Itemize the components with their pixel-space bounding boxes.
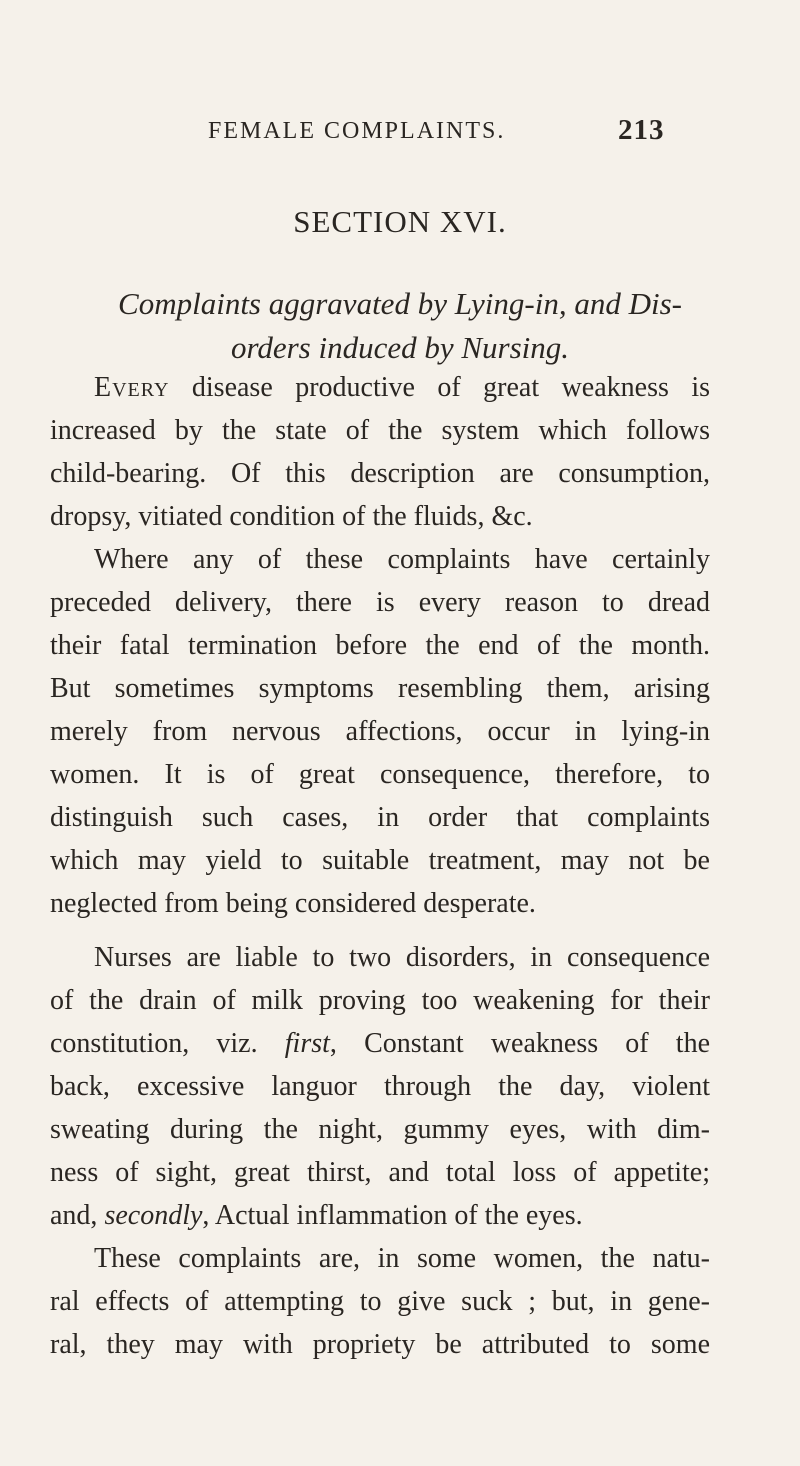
page-number: 213 [618, 114, 665, 146]
paragraph-line: which may yield to suitable treatment, may not be [50, 845, 710, 876]
paragraph-line: of the drain of milk proving too weakening for their [50, 985, 710, 1016]
paragraph-line: But sometimes symptoms resembling them, arising [50, 673, 710, 704]
emphasis-first: first [284, 1028, 330, 1059]
subtitle-line: orders induced by Nursing. [230, 330, 570, 365]
paragraph-line: These complaints are, in some women, the natu- [94, 1243, 710, 1274]
section-title: SECTION XVI. [293, 204, 507, 239]
paragraph-line: Nurses are liable to two disorders, in consequence [94, 942, 710, 973]
paragraph-line: ness of sight, great thirst, and total loss of appetite; [50, 1157, 710, 1188]
paragraph-2 [50, 936, 710, 1366]
paragraph-line: distinguish such cases, in order that complaints [50, 802, 710, 833]
paragraph-line: child-bearing. Of this description are consumption, [50, 458, 710, 489]
section-subtitle [0, 282, 800, 370]
paragraph-line: neglected from being considered desperate. [50, 888, 536, 919]
drop-word: Every [94, 372, 170, 403]
paragraph-line: preceded delivery, there is every reason to dread [50, 587, 710, 618]
paragraph-line: merely from nervous affections, occur in lying-in [50, 716, 710, 747]
paragraph-line: and, secondly, Actual inflammation of the eyes. [50, 1200, 583, 1231]
paragraph-line: ral effects of attempting to give suck ; but, in gene- [50, 1286, 710, 1317]
subtitle-line: Complaints aggravated by Lying-in, and Dis- [118, 286, 682, 321]
paragraph-line: constitution, viz. first, Constant weakness of the [50, 1028, 710, 1059]
paragraph-line: Every disease productive of great weakness is [94, 372, 710, 403]
paragraph-1 [50, 366, 710, 925]
emphasis-secondly: secondly [104, 1200, 203, 1231]
paragraph-line: women. It is of great consequence, therefore, to [50, 759, 710, 790]
paragraph-line: Where any of these complaints have certainly [94, 544, 710, 575]
paragraph-line: increased by the state of the system which follows [50, 415, 710, 446]
paragraph-line: sweating during the night, gummy eyes, with dim- [50, 1114, 710, 1145]
paragraph-line: ral, they may with propriety be attributed to some [50, 1329, 710, 1360]
paragraph-line: back, excessive languor through the day, violent [50, 1071, 710, 1102]
running-head: FEMALE COMPLAINTS. [208, 118, 506, 144]
paragraph-line: their fatal termination before the end of the month. [50, 630, 710, 661]
paragraph-line: dropsy, vitiated condition of the fluids, &c. [50, 501, 533, 532]
